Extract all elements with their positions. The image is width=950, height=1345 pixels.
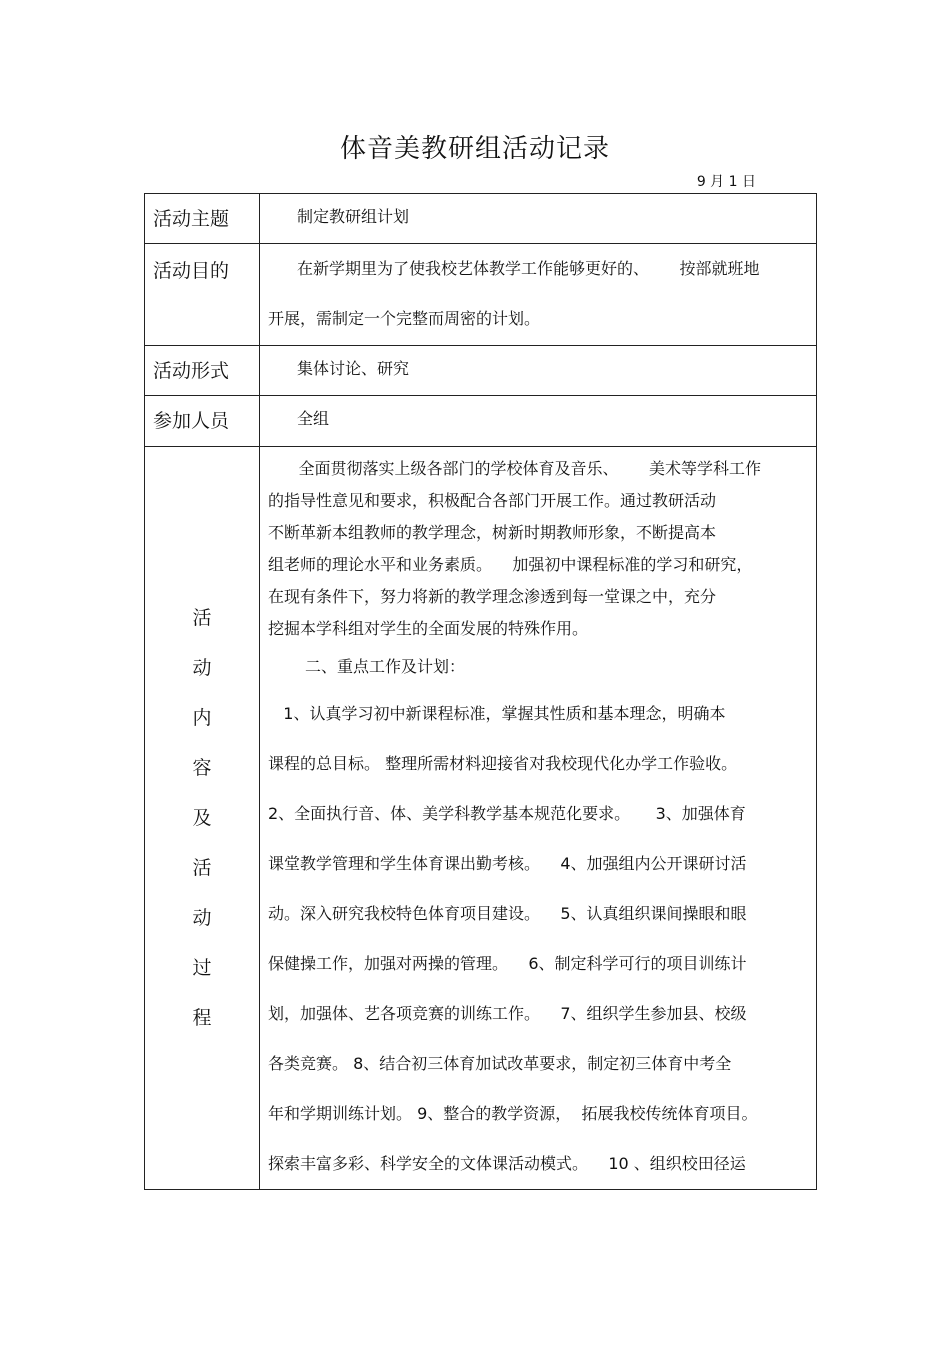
form-label: 活动形式 bbox=[145, 346, 260, 396]
content-label-char: 程 bbox=[192, 1007, 212, 1029]
row-participants bbox=[145, 396, 817, 447]
content-label-char: 及 bbox=[192, 807, 212, 829]
intro-line: 在现有条件下，努力将新的教学理念渗透到每一堂课之中，充分 bbox=[268, 587, 717, 606]
content-label-char: 动 bbox=[192, 907, 212, 929]
content-label-char: 内 bbox=[192, 707, 212, 729]
theme-label: 活动主题 bbox=[145, 194, 260, 244]
participants-value: 全组 bbox=[260, 396, 817, 447]
plan-line: 课堂教学管理和学生体育课出勤考核。 4、加强组内公开课研讨活 bbox=[268, 854, 747, 873]
content-value bbox=[260, 447, 817, 1190]
plan-line: 各类竞赛。 8、结合初三体育加试改革要求，制定初三体育中考全 bbox=[268, 1054, 732, 1073]
row-theme bbox=[145, 194, 817, 244]
content-label-char: 活 bbox=[192, 857, 212, 879]
plan-line: 探索丰富多彩、科学安全的文体课活动模式。 10 、组织校田径运 bbox=[268, 1154, 746, 1173]
purpose-line: 在新学期里为了使我校艺体教学工作能够更好的、 按部就班地 bbox=[297, 259, 760, 278]
plan-line: 动。深入研究我校特色体育项目建设。 5、认真组织课间操眼和眼 bbox=[268, 904, 747, 923]
section-heading: 二、重点工作及计划： bbox=[305, 657, 466, 676]
row-content bbox=[145, 447, 817, 1190]
document-title: 体音美教研组活动记录 bbox=[339, 134, 610, 164]
purpose-label: 活动目的 bbox=[145, 244, 260, 346]
intro-line: 组老师的理论水平和业务素质。 加强初中课程标准的学习和研究， bbox=[268, 555, 753, 574]
intro-line: 不断革新本组教师的教学理念，树新时期教师形象，不断提高本 bbox=[268, 523, 717, 542]
record-date: 9 月 1 日 bbox=[696, 174, 756, 190]
plan-line: 划，加强体、艺各项竞赛的训练工作。 7、组织学生参加县、校级 bbox=[268, 1004, 747, 1023]
intro-line: 全面贯彻落实上级各部门的学校体育及音乐、 美术等学科工作 bbox=[268, 459, 762, 478]
purpose-value bbox=[260, 244, 817, 346]
purpose-line: 开展，需制定一个完整而周密的计划。 bbox=[268, 309, 541, 328]
row-form bbox=[145, 346, 817, 396]
row-purpose bbox=[145, 244, 817, 346]
activity-record-table bbox=[144, 193, 817, 1190]
content-label-char: 容 bbox=[192, 757, 212, 779]
content-label bbox=[145, 447, 260, 1190]
intro-line: 挖掘本学科组对学生的全面发展的特殊作用。 bbox=[268, 619, 589, 638]
participants-label: 参加人员 bbox=[145, 396, 260, 447]
content-label-char: 过 bbox=[192, 957, 212, 979]
plan-paragraph bbox=[268, 689, 804, 1189]
plan-line: 1、认真学习初中新课程标准，掌握其性质和基本理念，明确本 bbox=[268, 704, 726, 723]
form-value: 集体讨论、研究 bbox=[260, 346, 817, 396]
plan-line: 年和学期训练计划。 9、整合的教学资源， 拓展我校传统体育项目。 bbox=[268, 1104, 758, 1123]
plan-line: 保健操工作，加强对两操的管理。 6、制定科学可行的项目训练计 bbox=[268, 954, 747, 973]
theme-value: 制定教研组计划 bbox=[260, 194, 817, 244]
plan-line: 课程的总目标。 整理所需材料迎接省对我校现代化办学工作验收。 bbox=[268, 754, 738, 773]
plan-line: 2、全面执行音、体、美学科教学基本规范化要求。 3、加强体育 bbox=[268, 804, 746, 823]
content-label-char: 动 bbox=[192, 657, 212, 679]
content-label-char: 活 bbox=[192, 607, 212, 629]
intro-line: 的指导性意见和要求，积极配合各部门开展工作。通过教研活动 bbox=[268, 491, 717, 510]
intro-paragraph bbox=[268, 453, 804, 645]
